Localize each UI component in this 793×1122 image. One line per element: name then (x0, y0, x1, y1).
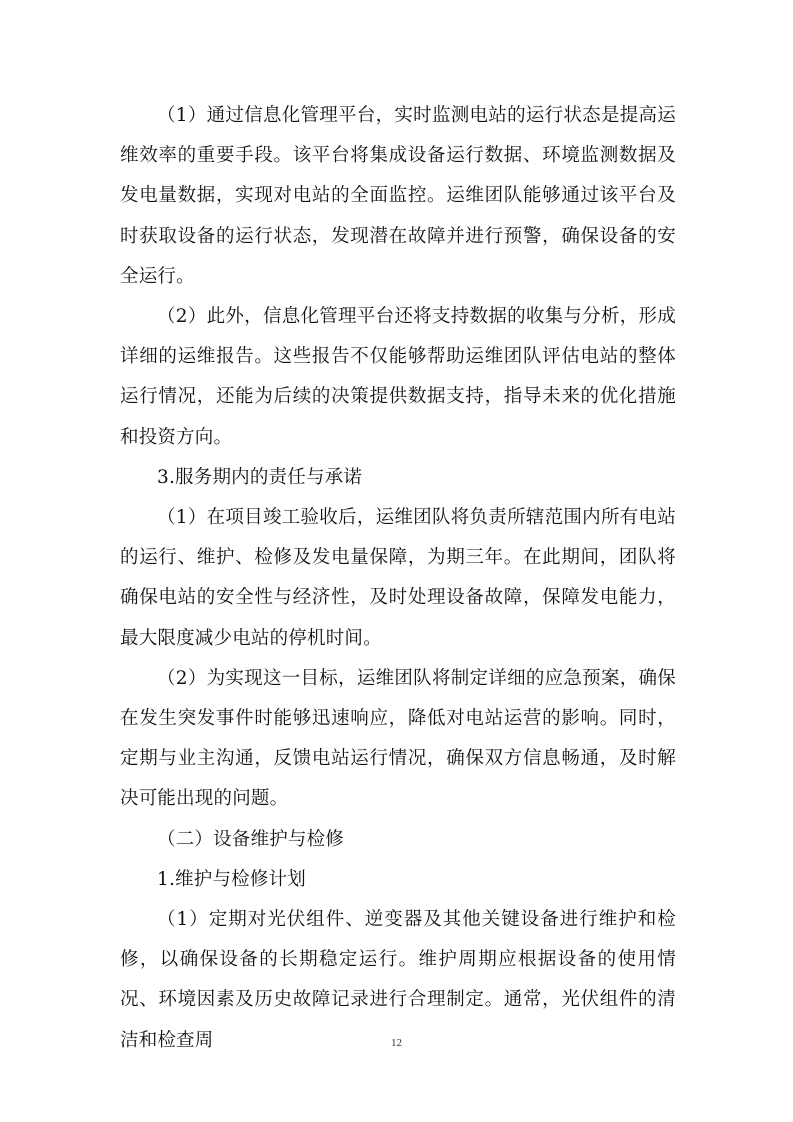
paragraph-emergency-plan: （2）为实现这一目标，运维团队将制定详细的应急预案，确保在发生突发事件时能够迅速响应，降低对电站运营的影响。同时，定期与业主沟通，反馈电站运行情况，确保双方信息畅通，及时解决可能出现的问题。 (120, 667, 676, 810)
section-heading-responsibility: 3.服务期内的责任与承诺 (157, 466, 363, 488)
page-number: 12 (391, 1037, 402, 1049)
paragraph-data-analysis: （2）此外，信息化管理平台还将支持数据的收集与分析，形成详细的运维报告。这些报告不仅能够帮助运维团队评估电站的整体运行情况，还能为后续的决策提供数据支持，指导未来的优化措施和投资方向。 (120, 306, 676, 448)
paragraph-maintenance-schedule: （1）定期对光伏组件、逆变器及其他关键设备进行维护和检修，以确保设备的长期稳定运行。维护周期应根据设备的使用情况、环境因素及历史故障记录进行合理制定。通常，光伏组件的清洁和检查周 (120, 909, 676, 1051)
paragraph-platform-monitoring: （1）通过信息化管理平台，实时监测电站的运行状态是提高运维效率的重要手段。该平台将集成设备运行数据、环境监测数据及发电量数据，实现对电站的全面监控。运维团队能够通过该平台及时获取设备的运行状态，发现潜在故障并进行预警，确保设备的安全运行。 (120, 105, 676, 287)
paragraph-service-period: （1）在项目竣工验收后，运维团队将负责所辖范围内所有电站的运行、维护、检修及发电量保障，为期三年。在此期间，团队将确保电站的安全性与经济性，及时处理设备故障，保障发电能力，最大限度减少电站的停机时间。 (120, 507, 676, 649)
document-body (120, 96, 676, 1061)
section-heading-equipment-maintenance: （二）设备维护与检修 (157, 828, 345, 850)
subsection-heading-maintenance-plan: 1.维护与检修计划 (157, 868, 306, 890)
